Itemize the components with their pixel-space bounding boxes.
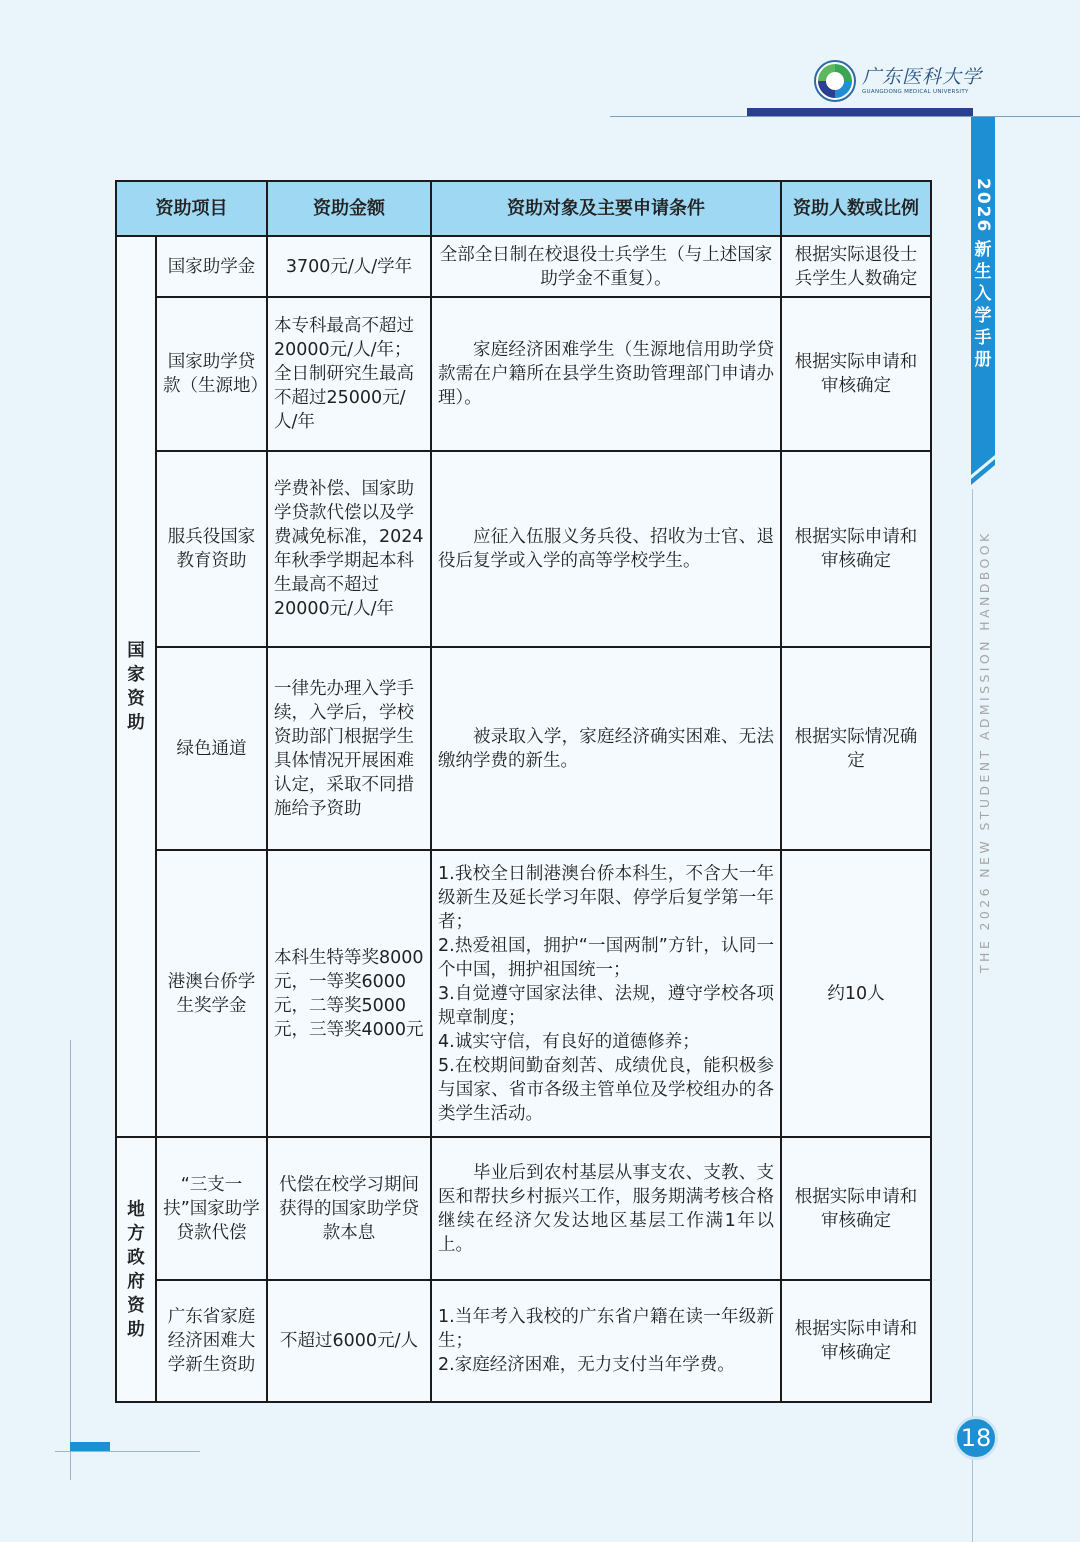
left-decor-line	[70, 1040, 71, 1480]
page-number: 18	[954, 1416, 998, 1460]
aid-quota: 根据实际申请和审核确定	[781, 1280, 931, 1402]
aid-quota: 约10人	[781, 850, 931, 1137]
category-char: 助	[127, 712, 145, 733]
university-name: 广东医科大学	[862, 66, 983, 88]
side-divider	[972, 489, 973, 1542]
aid-conditions: 被录取入学，家庭经济确实困难、无法缴纳学费的新生。	[431, 647, 781, 850]
category-char: 资	[127, 1295, 145, 1316]
handbook-year: 2026	[973, 178, 993, 234]
table-header-row	[116, 181, 931, 236]
university-logo	[814, 58, 983, 106]
category-char: 地	[127, 1199, 145, 1220]
handbook-english-title: THE 2026 NEW STUDENT ADMISSION HANDBOOK	[977, 530, 992, 974]
header-aid-conditions: 资助对象及主要申请条件	[431, 181, 781, 236]
category-char: 方	[127, 1223, 145, 1244]
title-char: 手	[974, 328, 992, 349]
category-national-aid	[116, 236, 156, 1137]
aid-item: “三支一扶”国家助学贷款代偿	[156, 1137, 267, 1280]
category-char: 家	[127, 664, 145, 685]
bottom-decor-line	[55, 1451, 200, 1452]
condition-line: 2.家庭经济困难，无力支付当年学费。	[438, 1355, 735, 1375]
handbook-side-title	[971, 178, 995, 371]
aid-item: 港澳台侨学生奖学金	[156, 850, 267, 1137]
condition-line: 5.在校期间勤奋刻苦、成绩优良，能积极参与国家、省市各级主管单位及学校组办的各类学生活动。	[438, 1055, 774, 1124]
bottom-accent-bar	[70, 1442, 110, 1451]
aid-amount: 代偿在校学习期间获得的国家助学贷款本息	[267, 1137, 431, 1280]
aid-quota: 根据实际情况确定	[781, 647, 931, 850]
category-char: 助	[127, 1319, 145, 1340]
header-aid-amount: 资助金额	[267, 181, 431, 236]
category-char: 府	[127, 1271, 145, 1292]
aid-item: 绿色通道	[156, 647, 267, 850]
category-char: 政	[127, 1247, 145, 1268]
header-accent-bar	[747, 108, 973, 116]
category-char: 资	[127, 688, 145, 709]
aid-quota: 根据实际退役士兵学生人数确定	[781, 236, 931, 297]
aid-item: 国家助学金	[156, 236, 267, 297]
aid-quota: 根据实际申请和审核确定	[781, 451, 931, 647]
aid-conditions: 应征入伍服义务兵役、招收为士官、退役后复学或入学的高等学校学生。	[431, 451, 781, 647]
aid-conditions: 毕业后到农村基层从事支农、支教、支医和帮扶乡村振兴工作，服务期满考核合格继续在经济欠发达地区基层工作满1年以上。	[431, 1137, 781, 1280]
title-char: 学	[974, 306, 992, 327]
title-char: 入	[974, 284, 992, 305]
table-row	[116, 451, 931, 647]
header-aid-item: 资助项目	[116, 181, 267, 236]
aid-amount: 不超过6000元/人	[267, 1280, 431, 1402]
handbook-title	[971, 239, 995, 371]
aid-amount: 本专科最高不超过20000元/人/年；全日制研究生最高不超过25000元/人/年	[267, 297, 431, 451]
table-row	[116, 236, 931, 297]
aid-item: 服兵役国家教育资助	[156, 451, 267, 647]
condition-line: 4.诚实守信，有良好的道德修养；	[438, 1031, 700, 1052]
category-local-government-aid	[116, 1137, 156, 1402]
aid-amount: 3700元/人/学年	[267, 236, 431, 297]
table-row	[116, 850, 931, 1137]
header-divider	[610, 116, 1080, 117]
aid-conditions	[431, 1280, 781, 1402]
aid-conditions: 全部全日制在校退役士兵学生（与上述国家助学金不重复）。	[431, 236, 781, 297]
title-char: 生	[974, 262, 992, 283]
table-row	[116, 1280, 931, 1402]
condition-line: 1.我校全日制港澳台侨本科生，不含大一年级新生及延长学习年限、停学后复学第一年者；	[438, 863, 774, 932]
condition-line: 3.自觉遵守国家法律、法规，遵守学校各项规章制度；	[438, 983, 774, 1028]
table-row	[116, 1137, 931, 1280]
title-char: 新	[974, 240, 992, 261]
condition-line: 1.当年考入我校的广东省户籍在读一年级新生；	[438, 1307, 774, 1351]
aid-conditions	[431, 850, 781, 1137]
university-emblem-icon	[814, 60, 856, 102]
aid-item: 国家助学贷款（生源地）	[156, 297, 267, 451]
table-row	[116, 647, 931, 850]
aid-quota: 根据实际申请和审核确定	[781, 297, 931, 451]
aid-amount: 一律先办理入学手续，入学后，学校资助部门根据学生具体情况开展困难认定，采取不同措施给予资助	[267, 647, 431, 850]
aid-amount: 本科生特等奖8000元，一等奖6000元，二等奖5000元，三等奖4000元	[267, 850, 431, 1137]
aid-quota: 根据实际申请和审核确定	[781, 1137, 931, 1280]
condition-line: 2.热爱祖国，拥护“一国两制”方针，认同一个中国，拥护祖国统一；	[438, 935, 774, 980]
title-char: 册	[974, 350, 992, 371]
financial-aid-table	[115, 180, 932, 1403]
category-char: 国	[127, 640, 145, 661]
header-aid-quota: 资助人数或比例	[781, 181, 931, 236]
table-row	[116, 297, 931, 451]
university-english-name: GUANGDONG MEDICAL UNIVERSITY	[862, 89, 969, 95]
aid-conditions: 家庭经济困难学生（生源地信用助学贷款需在户籍所在县学生资助管理部门申请办理）。	[431, 297, 781, 451]
aid-item: 广东省家庭经济困难大学新生资助	[156, 1280, 267, 1402]
aid-amount: 学费补偿、国家助学贷款代偿以及学费减免标准，2024年秋季学期起本科生最高不超过20000元/人/年	[267, 451, 431, 647]
